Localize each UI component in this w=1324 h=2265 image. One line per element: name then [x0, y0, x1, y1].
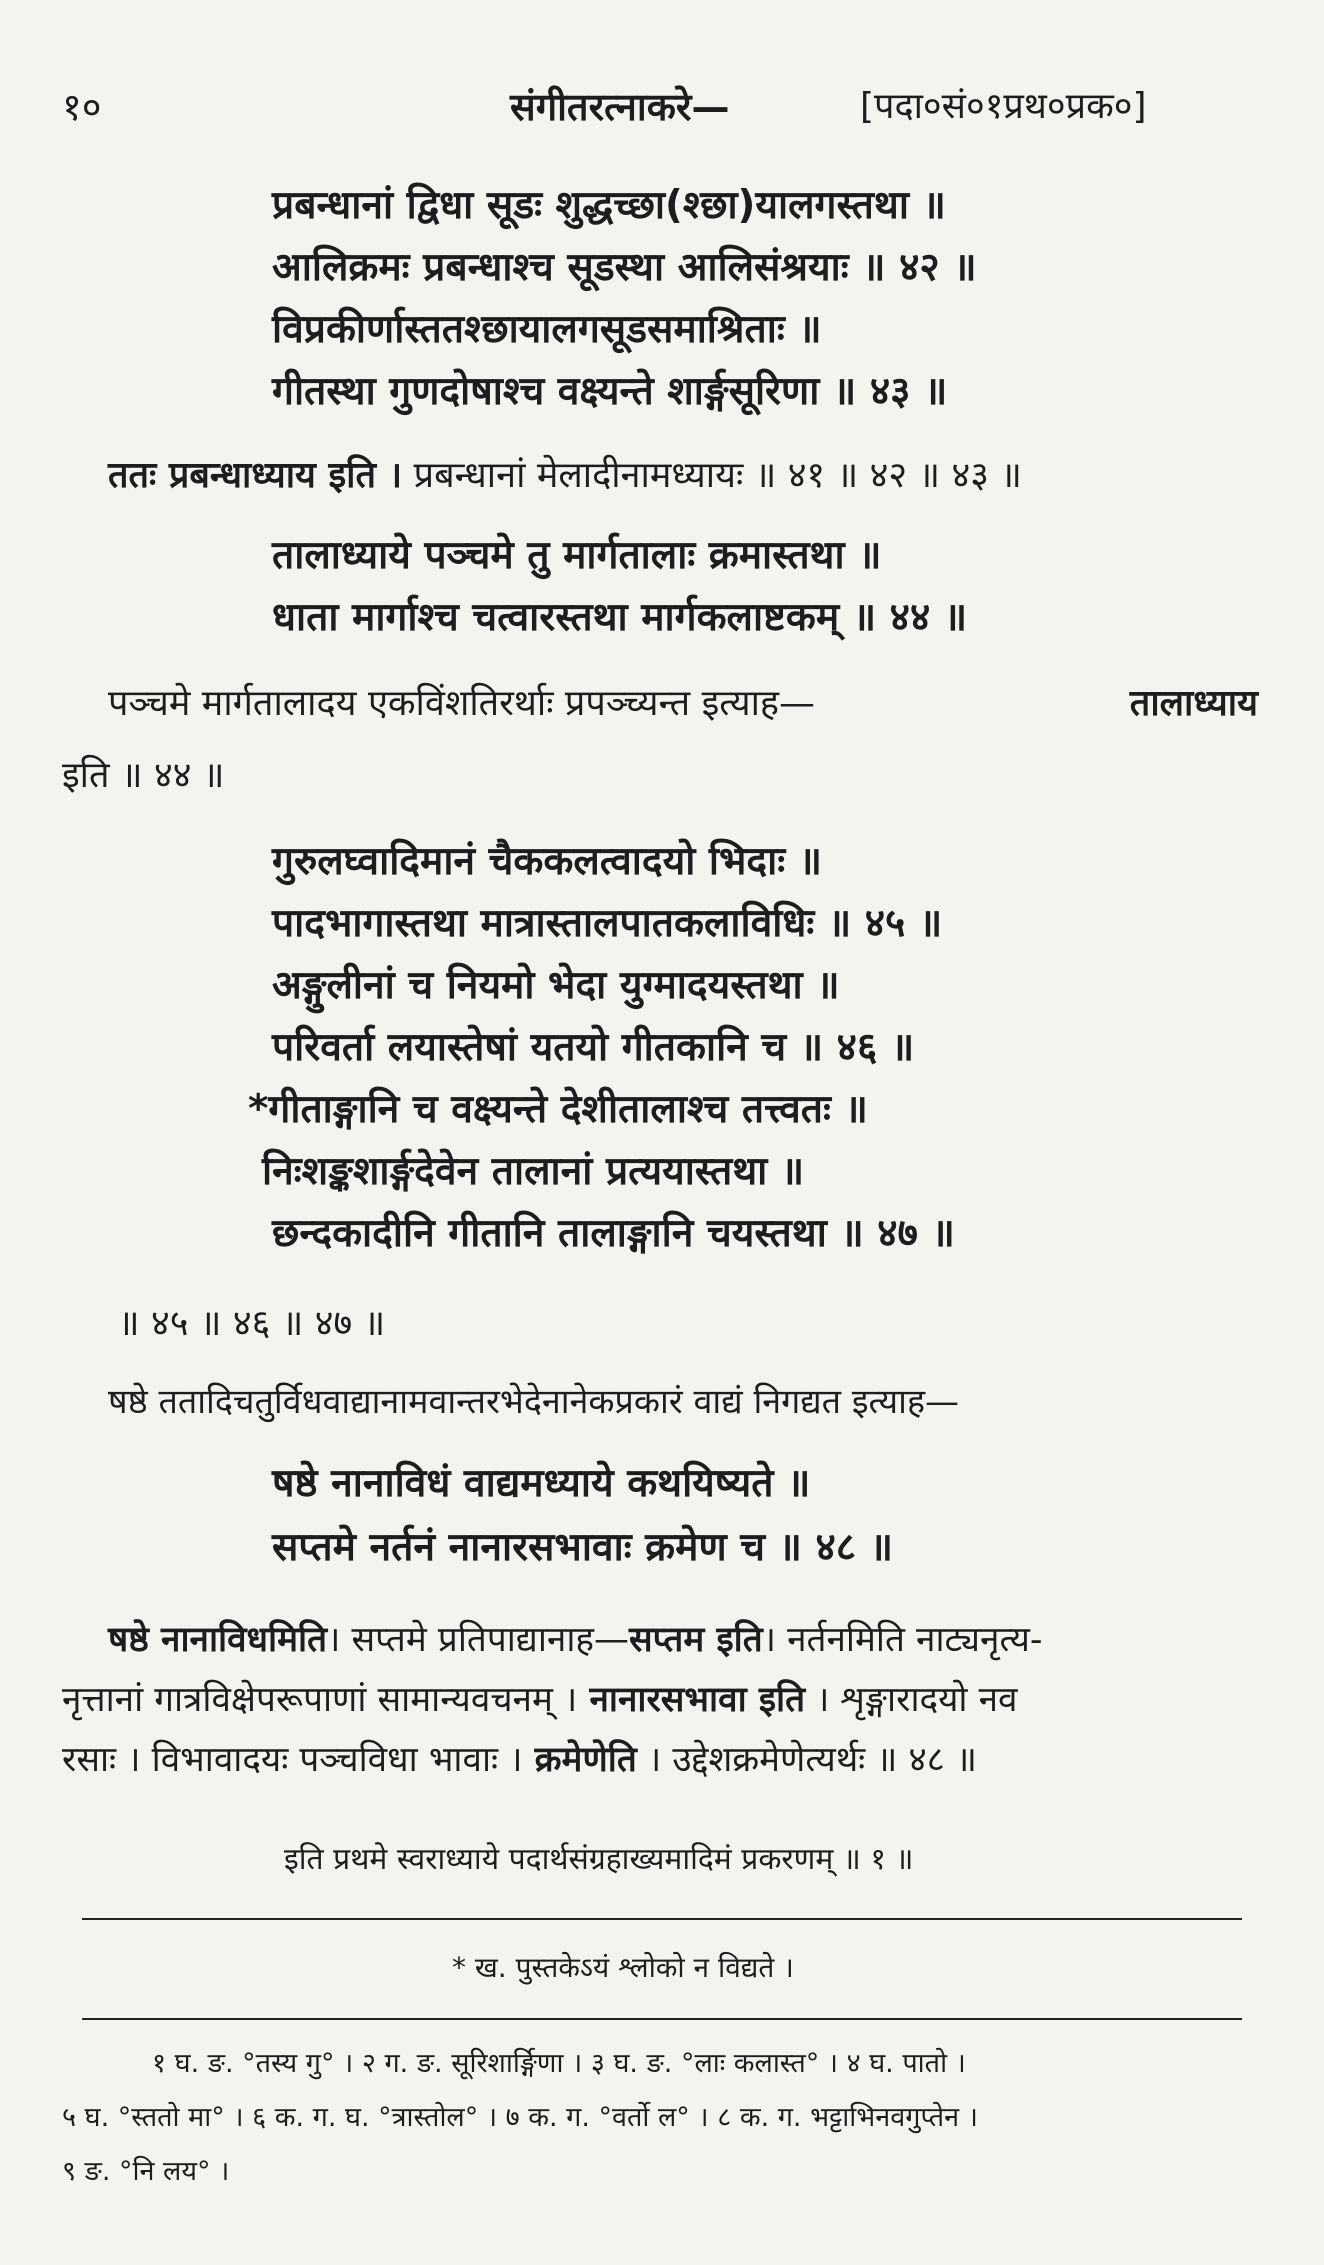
- verse-line: पादभागास्तथा मात्रास्तालपातकलाविधिः ॥ ४५ ॥: [272, 901, 943, 946]
- verse-line: तालाध्याये पञ्चमे तु मार्गतालाः क्रमास्तथा ॥: [272, 533, 882, 578]
- running-title: संगीतरत्नाकरे—: [510, 85, 730, 129]
- verse-line: आलिक्रमः प्रबन्धाश्च सूडस्था आलिसंश्रयाः ॥ ४२ ॥: [272, 245, 977, 290]
- verse-line: गीतस्था गुणदोषाश्च वक्ष्यन्ते शार्ङ्गसूरिणा ॥ ४३ ॥: [272, 369, 948, 414]
- commentary-text: । सप्तमे प्रतिपाद्यानाह—: [327, 1620, 629, 1660]
- commentary-text: रसाः । विभावादयः पञ्चविधा भावाः ।: [62, 1740, 523, 1780]
- section-colophon: इति प्रथमे स्वराध्याये पदार्थसंग्रहाख्यमादिमं प्रकरणम् ॥ १ ॥: [284, 1842, 914, 1877]
- commentary-line: इति ॥ ४४ ॥: [62, 755, 225, 796]
- commentary-text: । शृङ्गारादयो नव: [805, 1680, 1018, 1720]
- commentary-lemma: नानारसभावा इति: [577, 1680, 806, 1720]
- page-number: १०: [62, 85, 102, 129]
- verse-line: निःशङ्कशार्ङ्गदेवेन तालानां प्रत्ययास्तथा ॥: [262, 1149, 805, 1194]
- commentary-line: [108, 680, 1258, 728]
- verse-line: छन्दकादीनि गीतानि तालाङ्गानि चयस्तथा ॥ ४७ ॥: [272, 1211, 955, 1256]
- commentary-lemma: षष्ठे नानाविधमिति: [108, 1620, 328, 1660]
- commentary-line: [62, 1676, 1017, 1724]
- commentary-text: नृत्तानां गात्रविक्षेपरूपाणां सामान्यवचनम् ।: [62, 1680, 578, 1720]
- commentary-line: ॥ ४५ ॥ ४६ ॥ ४७ ॥: [118, 1303, 386, 1344]
- footnote-line: ९ ङ. °नि लय° ।: [62, 2156, 230, 2187]
- verse-line: गुरुलघ्वादिमानं चैककलत्वादयो भिदाः ॥: [272, 839, 823, 884]
- commentary-lemma: क्रमेणेति: [522, 1740, 637, 1780]
- divider: [82, 2018, 1242, 2020]
- commentary-text: । नर्तनमिति नाट्यनृत्य-: [762, 1620, 1043, 1660]
- commentary-lemma: ततः प्रबन्धाध्याय इति ।: [108, 455, 403, 496]
- footnote-line: १ घ. ङ. °तस्य गु° । २ ग. ङ. सूरिशार्ङ्गिणा । ३ घ. ङ. °लाः कलास्त° । ४ घ. पातो ।: [152, 2048, 966, 2079]
- commentary-text: । उद्देशक्रमेणेत्यर्थः ॥ ४८ ॥: [636, 1740, 977, 1780]
- commentary-text: प्रबन्धानां मेलादीनामध्यायः ॥ ४१ ॥ ४२ ॥ ४३ ॥: [402, 455, 1022, 496]
- footnote-line: ५ घ. °स्ततो मा° । ६ क. ग. घ. °त्रास्तोल° । ७ क. ग. °वर्तो ल° । ८ क. ग. भट्टाभिनवगुप्तेन ।: [62, 2102, 978, 2133]
- verse-line: अङ्गुलीनां च नियमो भेदा युग्मादयस्तथा ॥: [272, 963, 840, 1008]
- divider: [82, 1918, 1242, 1920]
- star-note: * ख. पुस्तकेऽयं श्लोको न विद्यते ।: [452, 1951, 794, 1984]
- commentary-line: [108, 1616, 1043, 1664]
- verse-line: षष्ठे नानाविधं वाद्यमध्याये कथयिष्यते ॥: [272, 1461, 811, 1506]
- commentary-lemma: सप्तम इति: [628, 1620, 763, 1660]
- commentary-line: षष्ठे ततादिचतुर्विधवाद्यानामवान्तरभेदेनानेकप्रकारं वाद्यं निगद्यत इत्याह—: [108, 1382, 960, 1422]
- section-reference: [पदा०सं०१प्रथ०प्रक०]: [860, 86, 1147, 127]
- commentary-line: [62, 1736, 977, 1784]
- verse-line: धाता मार्गाश्च चत्वारस्तथा मार्गकलाष्टकम् ॥ ४४ ॥: [272, 595, 968, 640]
- verse-line: *गीताङ्गानि च वक्ष्यन्ते देशीतालाश्च तत्त्वतः ॥: [248, 1087, 868, 1132]
- verse-line: सप्तमे नर्तनं नानारसभावाः क्रमेण च ॥ ४८ ॥: [272, 1525, 893, 1570]
- verse-line: परिवर्ता लयास्तेषां यतयो गीतकानि च ॥ ४६ ॥: [272, 1025, 915, 1070]
- verse-line: प्रबन्धानां द्विधा सूडः शुद्धच्छा(श्छा)यालगस्तथा ॥: [272, 183, 946, 228]
- commentary-lemma: तालाध्याय: [1129, 683, 1258, 724]
- verse-line: विप्रकीर्णास्ततश्छायालगसूडसमाश्रिताः ॥: [272, 307, 822, 352]
- commentary-text: पञ्चमे मार्गतालादय एकविंशतिरर्थाः प्रपञ्च्यन्त इत्याह—: [108, 683, 816, 724]
- commentary-line: [108, 452, 1022, 500]
